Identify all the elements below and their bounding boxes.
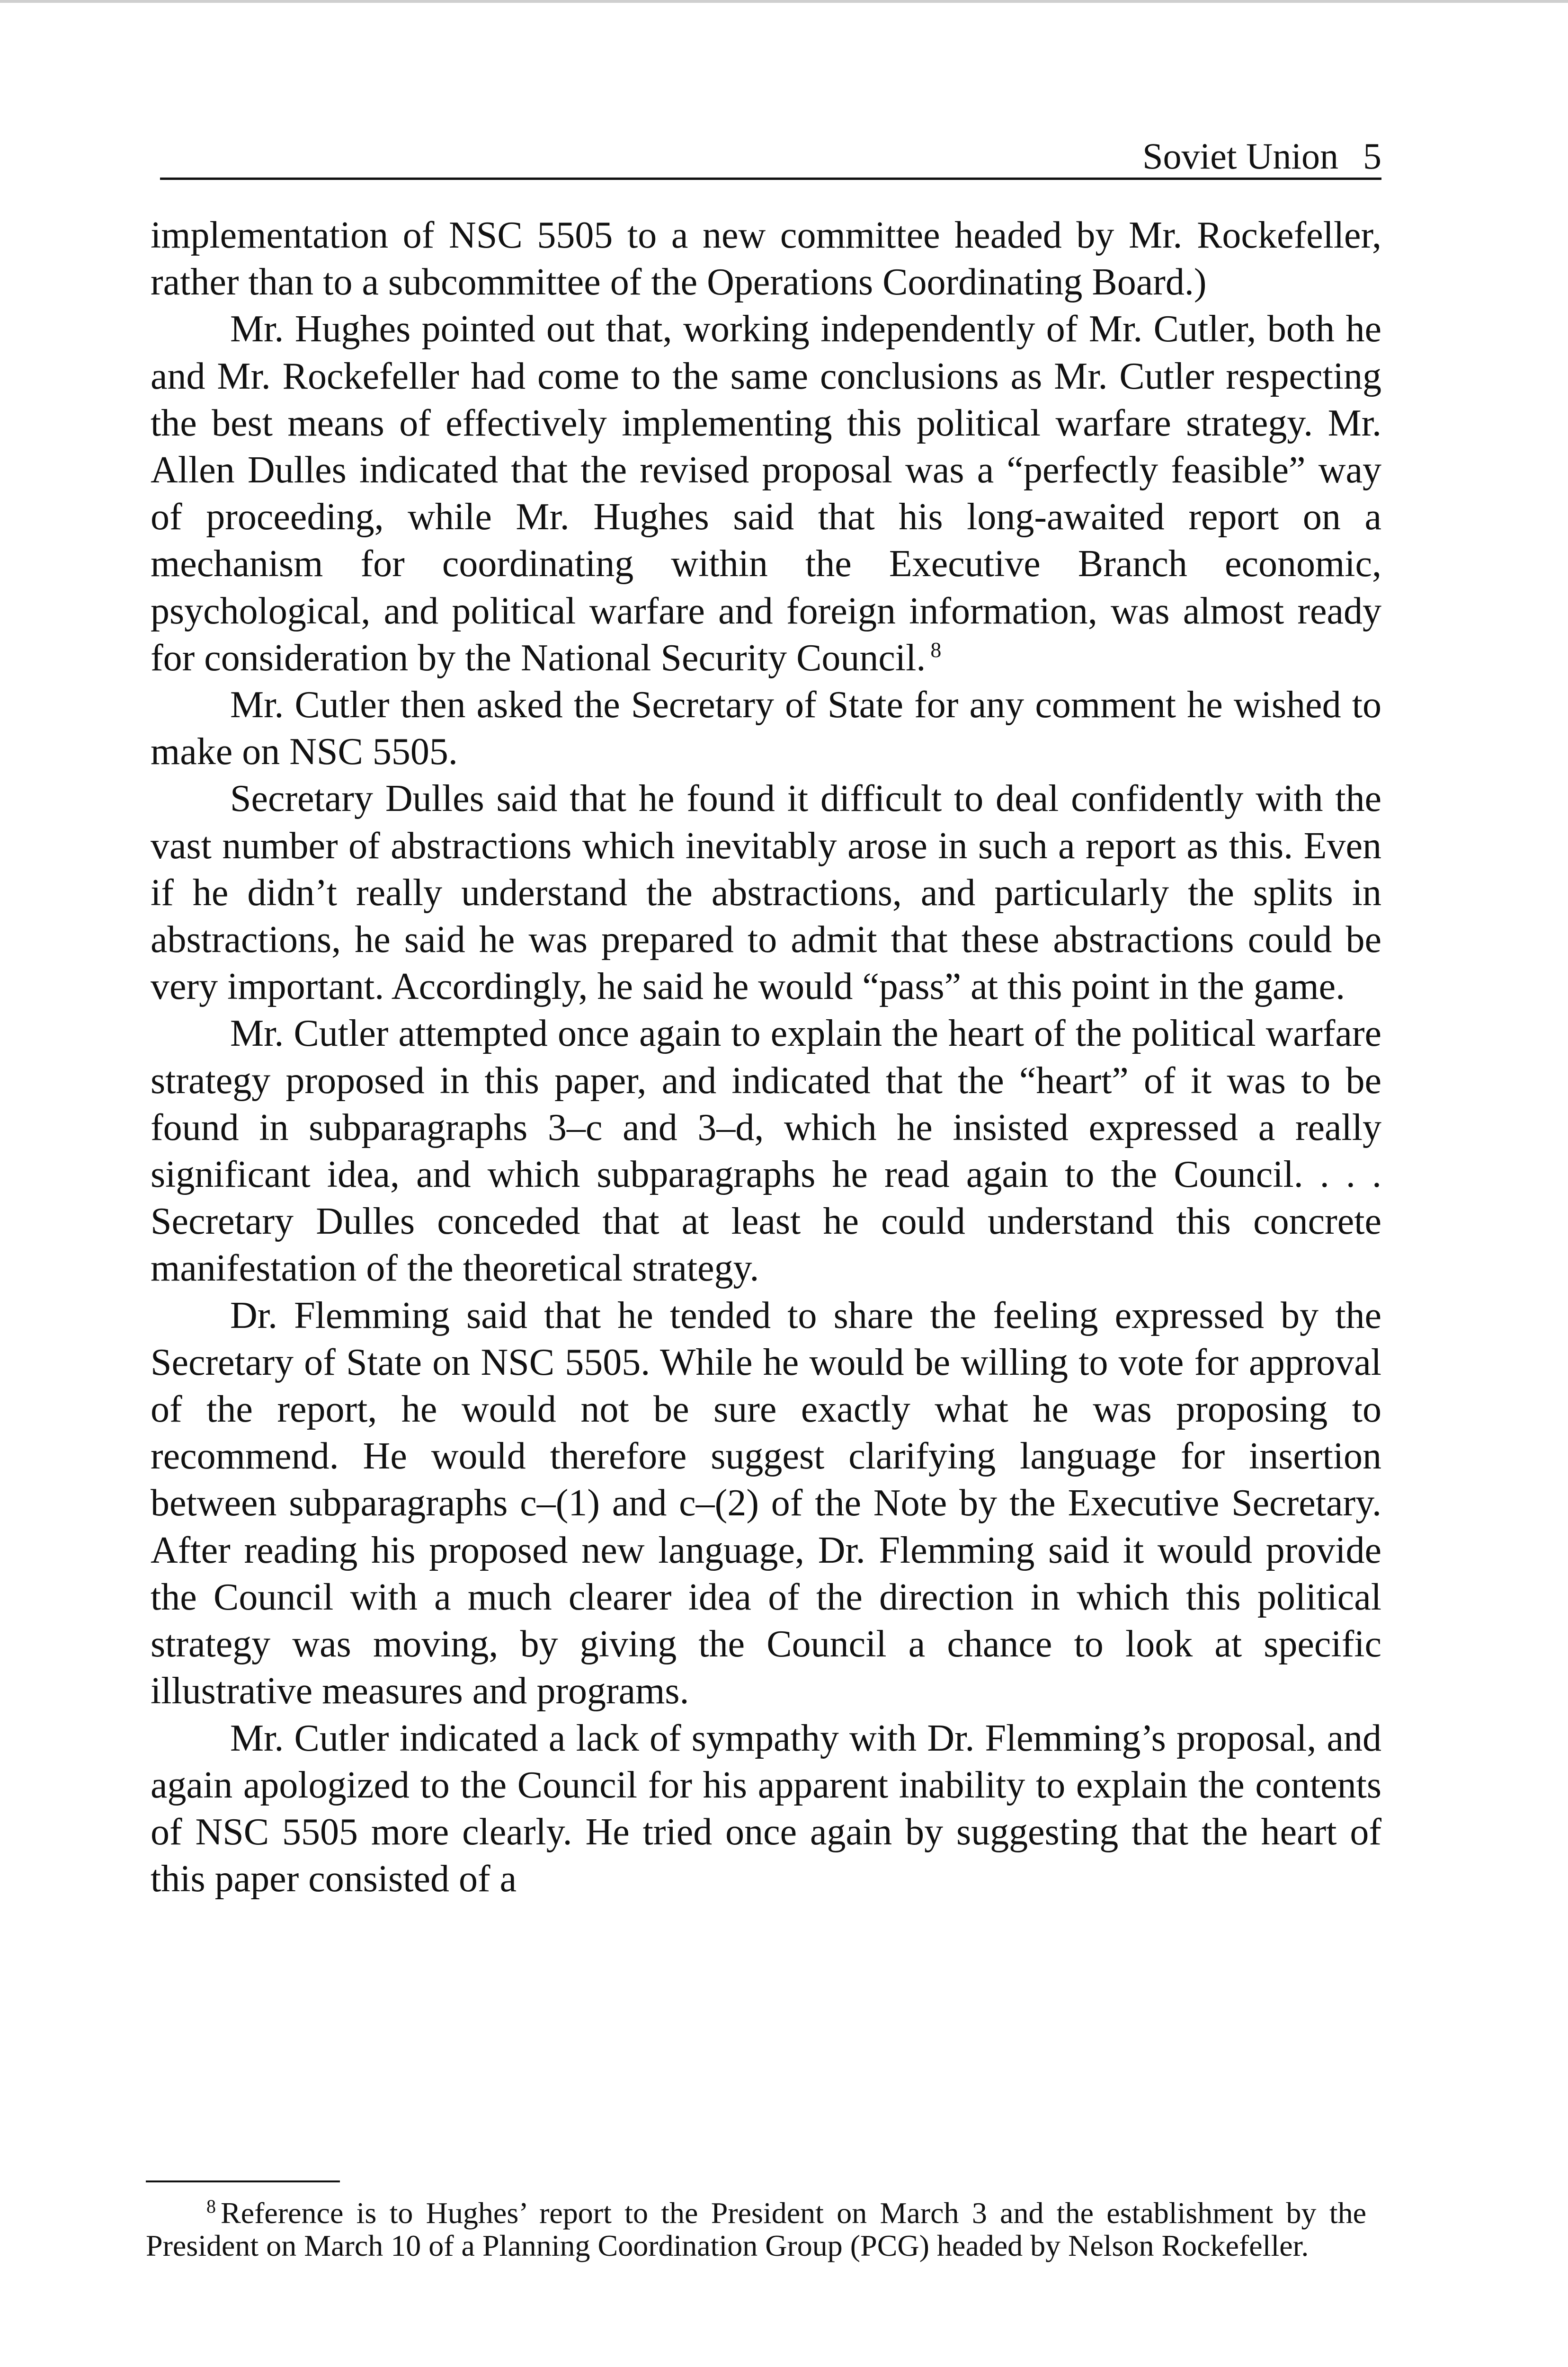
- running-header: [160, 128, 1381, 180]
- footnote-marker: 8: [206, 2195, 216, 2217]
- running-title: Soviet Union: [1142, 135, 1338, 177]
- footnote-reference: 8: [930, 638, 942, 662]
- paragraph: [151, 306, 1381, 682]
- page-top-edge: [0, 0, 1568, 3]
- page-number: 5: [1363, 135, 1381, 177]
- body-text: [151, 212, 1381, 1903]
- paragraph: Dr. Flemming said that he tended to share the feeling expressed by the Secretary of State on NSC 5505. While he would be willing to vote for approval of the report, he would not be sure exactly what he was proposing to recommend. He would therefore suggest clarifying language for insertion between subparagraphs c–(1) and c–(2) of the Note by the Executive Secretary. After reading his proposed new language, Dr. Flemming said it would provide the Council with a much clearer idea of the direction in which this political strategy was moving, by giving the Council a chance to look at specific illustrative measures and programs.: [151, 1294, 1381, 1712]
- paragraph: Mr. Cutler attempted once again to explain the heart of the political warfare strategy proposed in this paper, and indicated that the “heart” of it was to be found in subparagraphs 3–c and 3–d, which he insisted expressed a really significant idea, and which subparagraphs he read again to the Council. . . . Secretary Dulles conceded that at least he could understand this concrete manifestation of the theoretical strategy.: [151, 1013, 1381, 1290]
- paragraph: Mr. Cutler indicated a lack of sympathy with Dr. Flemming’s proposal, and again apologized to the Council for his apparent inability to explain the contents of NSC 5505 more clearly. He tried once again by suggesting that the heart of this paper consisted of a: [151, 1717, 1381, 1900]
- paragraph-text: Mr. Hughes pointed out that, working independently of Mr. Cutler, both he and Mr. Rockefeller had come to the same conclusions as Mr. Cutler respecting the best means of effectively implementing this political warfare strategy. Mr. Allen Dulles indicated that the revised proposal was a “perfectly feasible” way of proceeding, while Mr. Hughes said that his long-awaited report on a mechanism for coordinating within the Executive Branch economic, psychological, and political warfare and foreign information, was almost ready for consideration by the National Security Council.: [151, 308, 1381, 679]
- footnote-divider: [146, 2180, 340, 2182]
- paragraph: Secretary Dulles said that he found it difficult to deal confidently with the vast number of abstractions which inevitably arose in such a report as this. Even if he didn’t really understand the abstractions, and particularly the splits in abstractions, he said he was prepared to admit that these abstractions could be very important. Accordingly, he said he would “pass” at this point in the game.: [151, 778, 1381, 1008]
- paragraph-continued: implementation of NSC 5505 to a new committee headed by Mr. Rockefeller, rather than to a subcommittee of the Operations Coordinating Board.): [151, 214, 1381, 303]
- footnote: [146, 2197, 1366, 2262]
- footnote-text: Reference is to Hughes’ report to the President on March 3 and the establishment by the President on March 10 of a Planning Coordination Group (PCG) headed by Nelson Rockefeller.: [146, 2196, 1366, 2262]
- paragraph: Mr. Cutler then asked the Secretary of State for any comment he wished to make on NSC 5505.: [151, 684, 1381, 773]
